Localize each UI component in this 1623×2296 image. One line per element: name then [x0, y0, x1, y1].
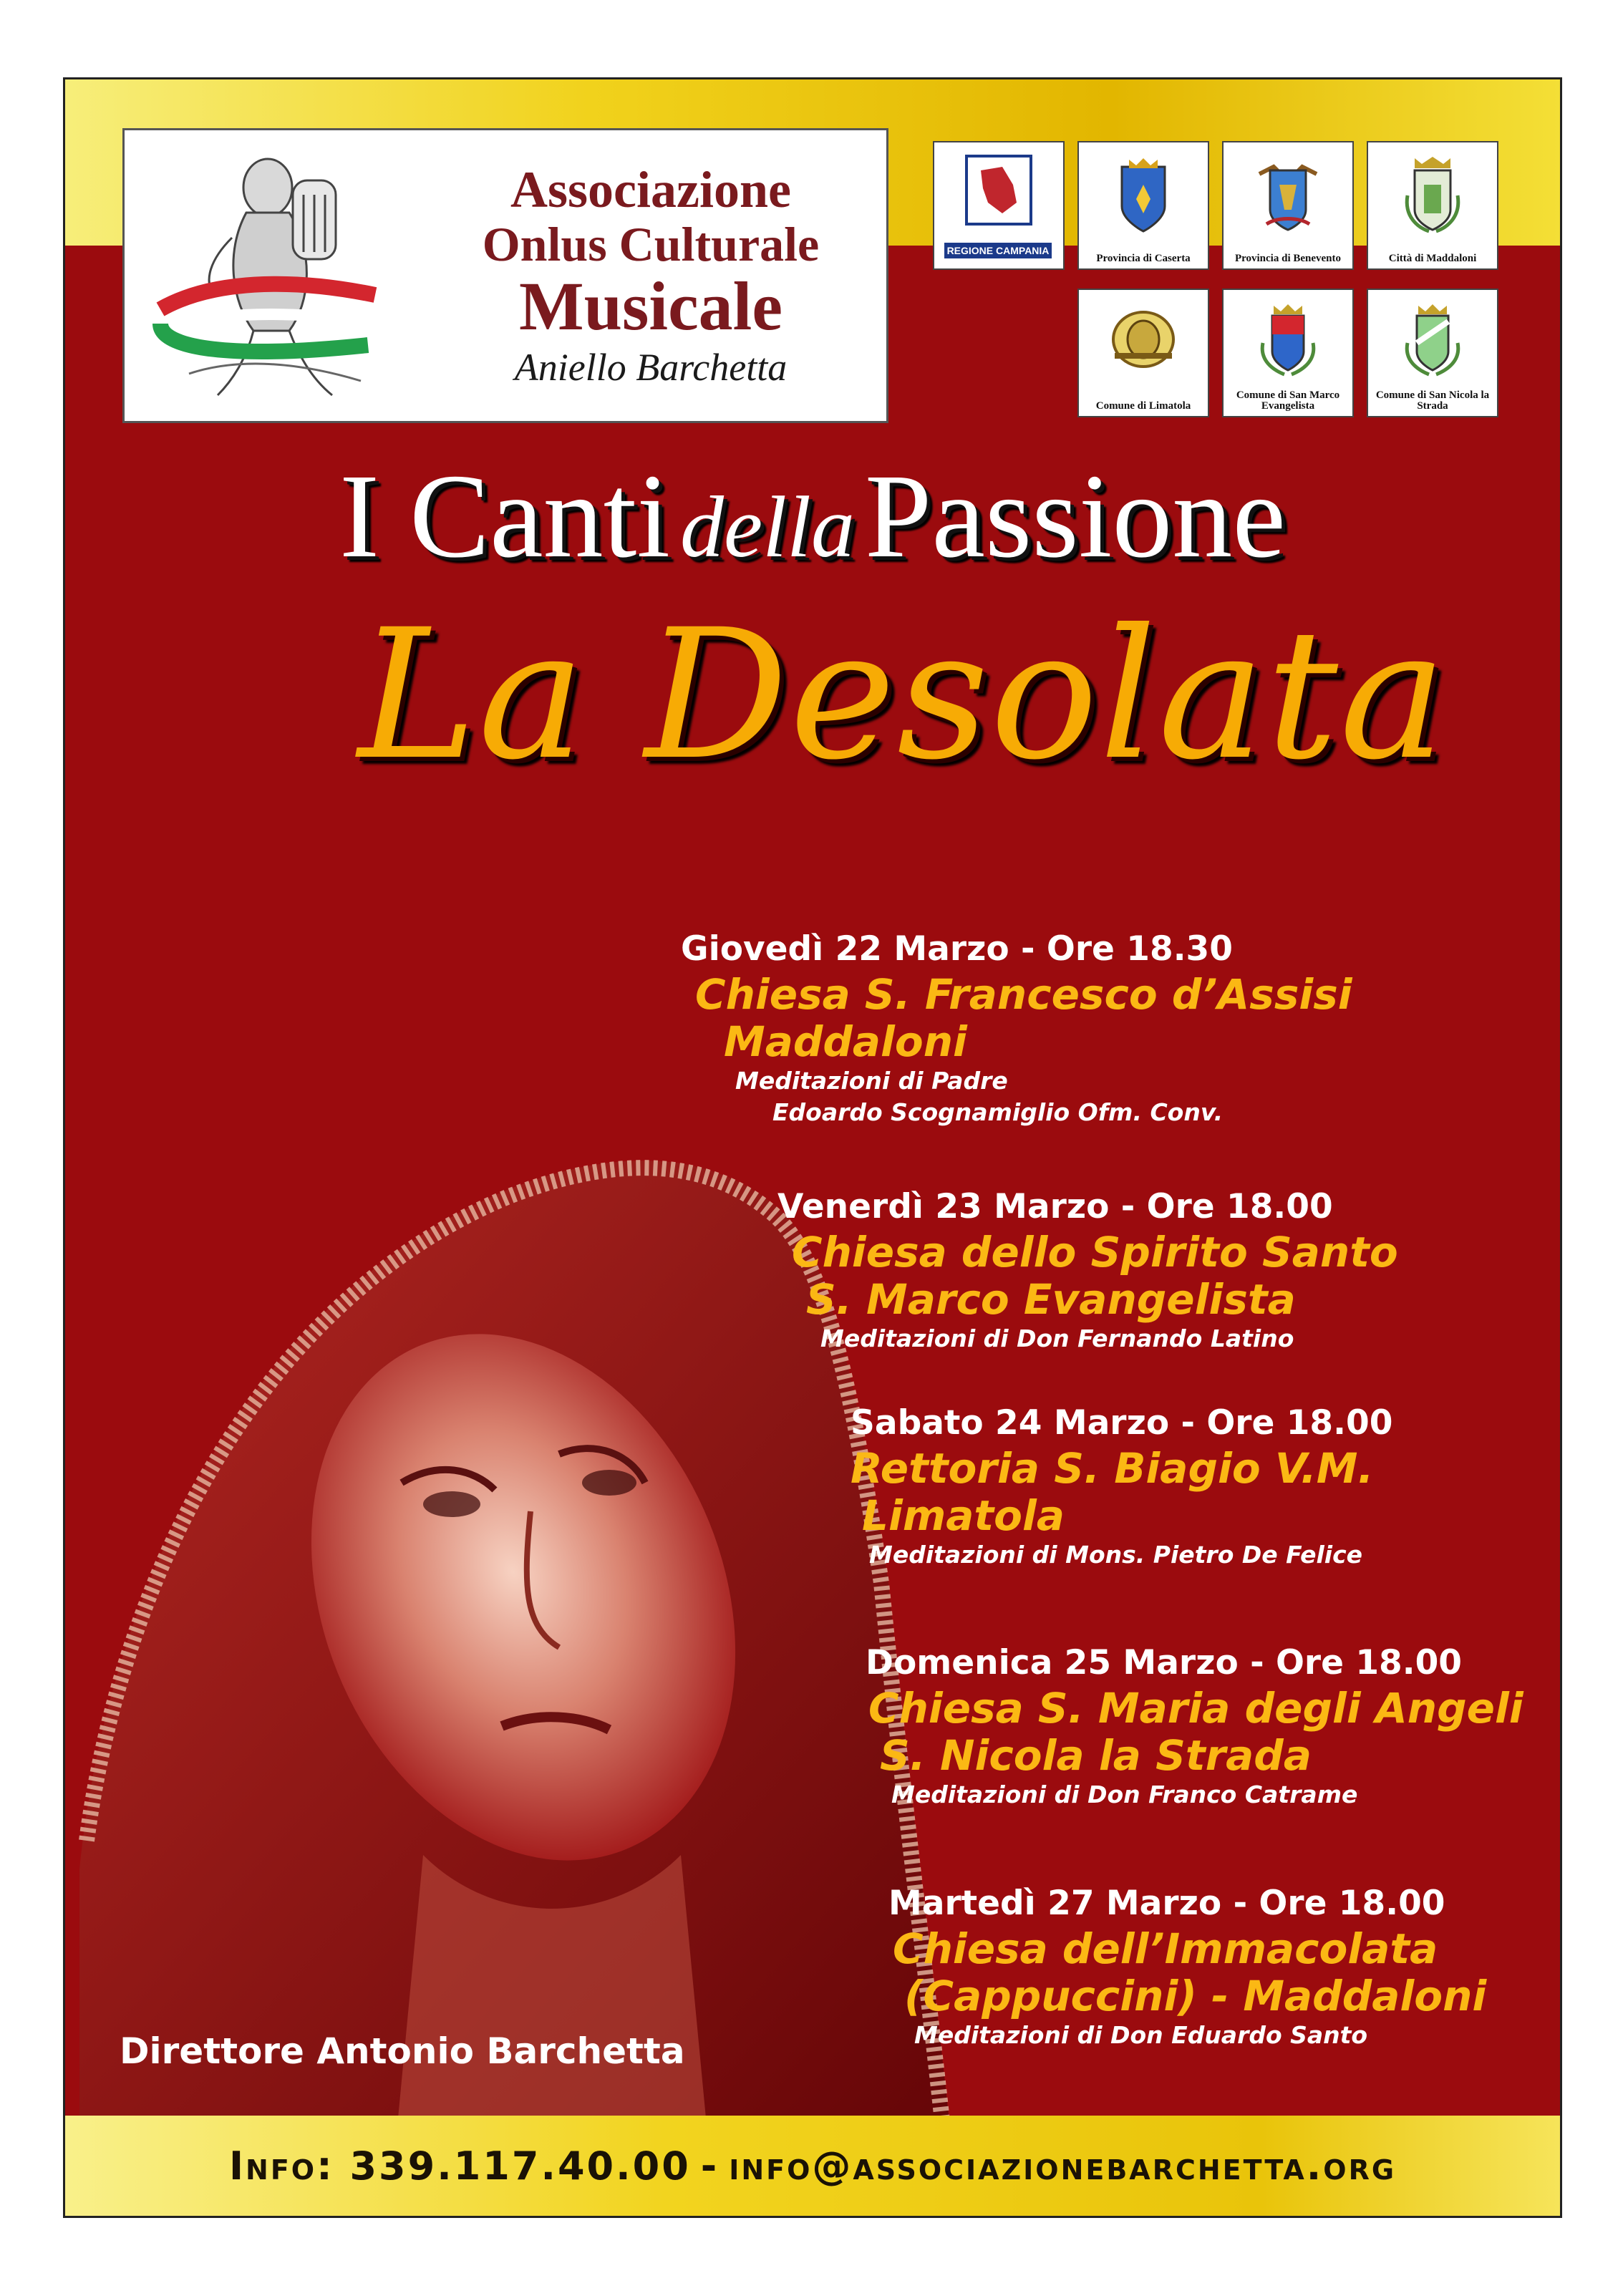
event-5	[888, 1882, 1486, 2051]
event-1-meditation-2: Edoardo Scognamiglio Ofm. Conv.	[772, 1098, 1224, 1126]
crest-label-limatola: Comune di Limatola	[1095, 400, 1191, 412]
san-nicola-shield-icon	[1397, 300, 1468, 379]
title-part1: I Canti	[339, 450, 670, 583]
event-2-venue: Chiesa dello Spirito Santo	[792, 1228, 1398, 1277]
footer-separator: -	[700, 2143, 720, 2189]
event-3-date: Sabato 24 Marzo - Ore 18.00	[851, 1403, 1393, 1443]
event-3-town: Limatola	[862, 1491, 1065, 1540]
footer-email-link[interactable]: info@associazionebarchetta.org	[729, 2143, 1397, 2189]
limatola-badge-icon	[1108, 300, 1179, 379]
association-logo-box	[122, 128, 888, 423]
title-part2: della	[679, 479, 855, 576]
association-name-line2: Onlus Culturale	[482, 217, 820, 271]
event-3-meditation-1: Meditazioni di Mons. Pietro De Felice	[869, 1541, 1363, 1569]
provincia-benevento-crest	[1222, 141, 1354, 270]
event-5-venue: Chiesa dell’Immacolata	[893, 1924, 1438, 1973]
event-5-meditation-1: Meditazioni di Don Eduardo Santo	[914, 2021, 1368, 2049]
association-name-line4: Aniello Barchetta	[514, 346, 788, 389]
lyre-player-figure-icon	[146, 145, 389, 410]
event-2-date: Venerdì 23 Marzo - Ore 18.00	[777, 1187, 1333, 1226]
event-1-town: Maddaloni	[724, 1017, 967, 1066]
event-5-town: (Cappuccini) - Maddaloni	[904, 1972, 1487, 2020]
poster-subtitle: La Desolata	[357, 591, 1448, 799]
footer-contact	[229, 2144, 1396, 2189]
san-marco-shield-icon	[1252, 300, 1324, 379]
benevento-shield-icon	[1252, 152, 1324, 238]
crest-label-maddaloni: Città di Maddaloni	[1388, 253, 1477, 264]
provincia-caserta-crest	[1077, 141, 1209, 270]
footer-phone: Info: 339.117.40.00	[228, 2143, 691, 2189]
event-4-venue: Chiesa S. Maria degli Angeli	[868, 1684, 1523, 1733]
regione-campania-map-icon	[963, 152, 1035, 231]
title-part3: Passione	[864, 450, 1286, 583]
regione-campania-crest	[933, 141, 1065, 270]
event-4-town: S. Nicola la Strada	[880, 1731, 1312, 1780]
crest-label-san-marco: Comune di San Marco Evangelista	[1236, 389, 1340, 412]
event-4	[866, 1642, 1523, 1811]
event-3	[851, 1402, 1392, 1571]
event-1-date: Giovedì 22 Marzo - Ore 18.30	[681, 929, 1233, 969]
comune-san-nicola-crest	[1367, 289, 1498, 417]
event-1	[681, 928, 1352, 1128]
event-3-venue: Rettoria S. Biagio V.M.	[851, 1444, 1374, 1493]
caserta-shield-icon	[1108, 152, 1179, 238]
poster	[63, 77, 1562, 2218]
event-1-venue: Chiesa S. Francesco d’Assisi	[695, 970, 1352, 1019]
event-5-date: Martedì 27 Marzo - Ore 18.00	[888, 1884, 1445, 1923]
event-4-meditation-1: Meditazioni di Don Franco Catrame	[891, 1781, 1358, 1808]
association-name-line1: Associazione	[510, 161, 791, 218]
association-name-line3: Musicale	[519, 268, 783, 344]
event-4-date: Domenica 25 Marzo - Ore 18.00	[866, 1643, 1463, 1682]
crest-label-caserta: Provincia di Caserta	[1096, 253, 1191, 264]
citta-maddaloni-crest	[1367, 141, 1498, 270]
poster-title	[65, 452, 1560, 592]
comune-san-marco-crest	[1222, 289, 1354, 417]
director-credit: Direttore Antonio Barchetta	[120, 2030, 685, 2072]
comune-limatola-crest	[1077, 289, 1209, 417]
footer-band	[65, 2116, 1560, 2216]
event-1-meditation-1: Meditazioni di Padre	[735, 1067, 1008, 1095]
crest-label-san-nicola: Comune di San Nicola la Strada	[1375, 389, 1490, 412]
maddaloni-shield-icon	[1397, 152, 1468, 238]
event-2-town: S. Marco Evangelista	[806, 1275, 1296, 1324]
crest-label-campania: REGIONE CAMPANIA	[944, 243, 1052, 258]
event-2-meditation-1: Meditazioni di Don Fernando Latino	[820, 1324, 1294, 1352]
crest-label-benevento: Provincia di Benevento	[1234, 253, 1342, 264]
association-name	[425, 162, 876, 392]
event-2	[777, 1186, 1398, 1355]
